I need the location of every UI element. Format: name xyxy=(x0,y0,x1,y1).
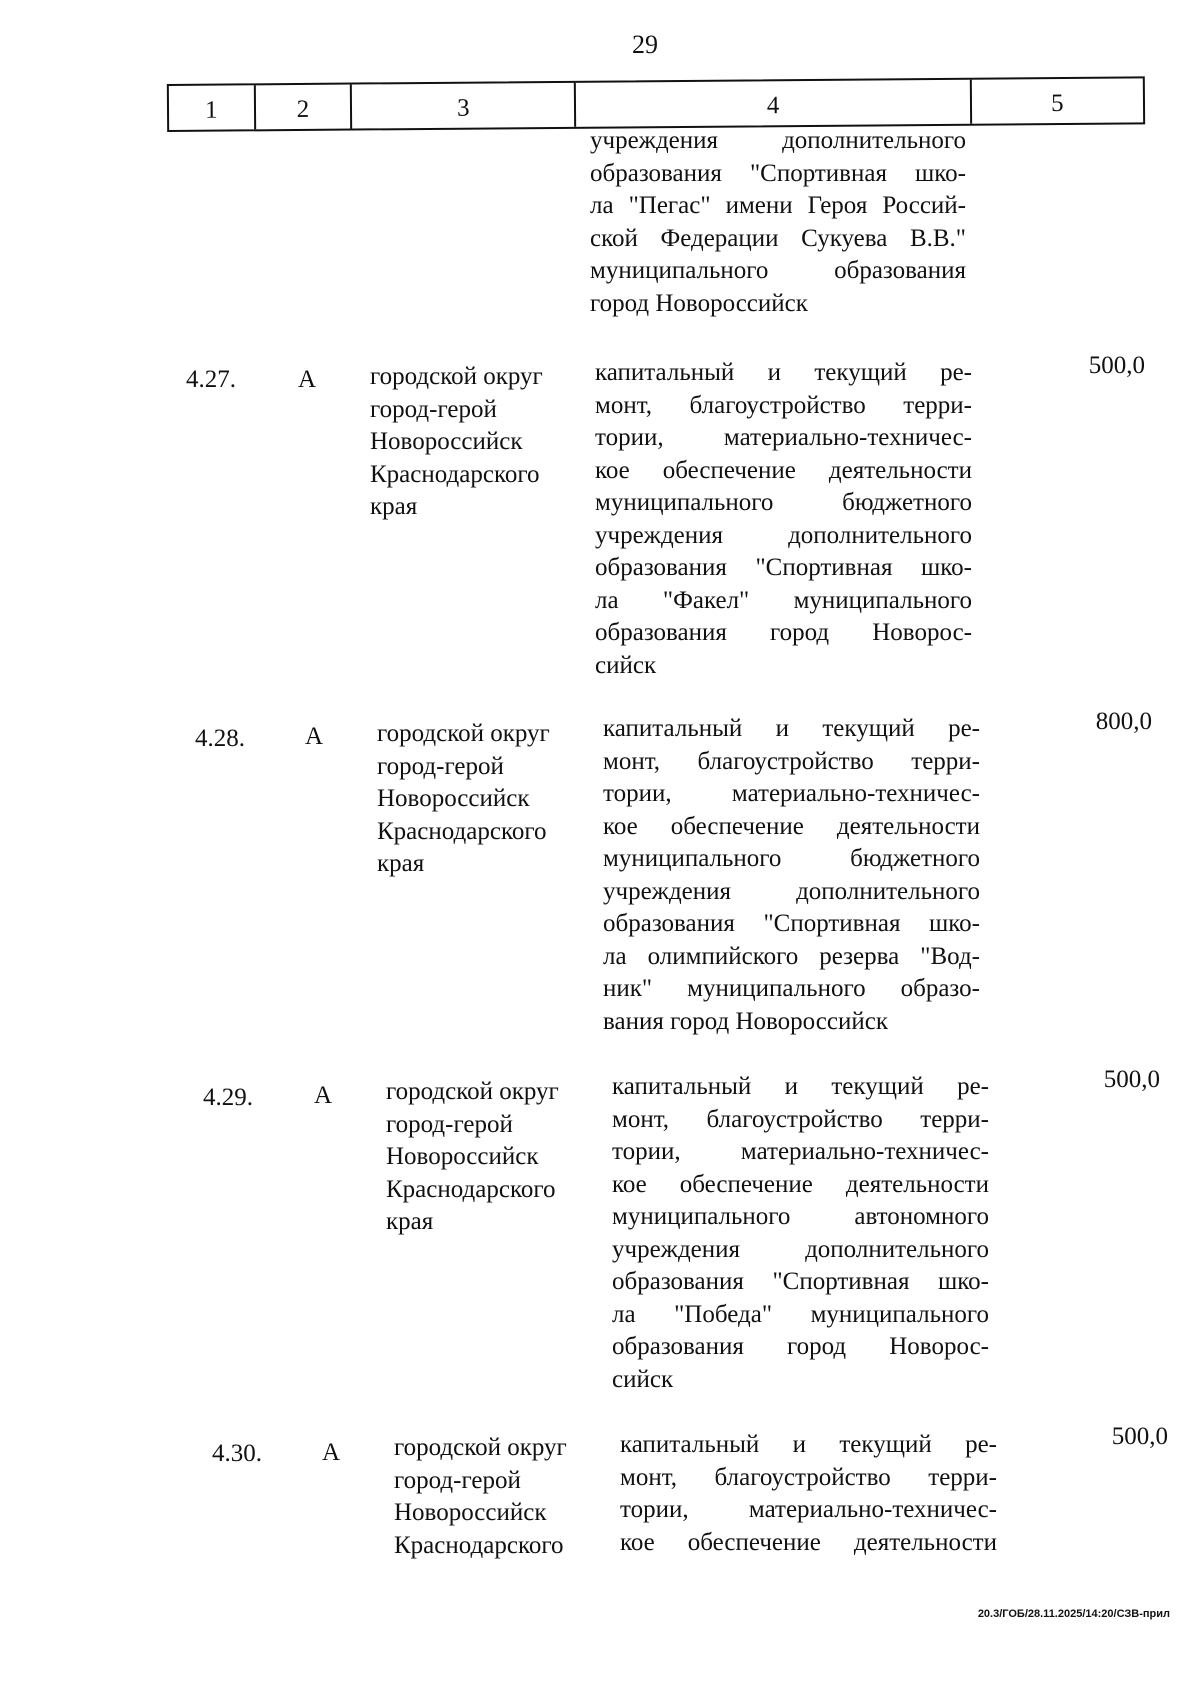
row-description xyxy=(603,713,980,1038)
description-line: капитальный и текущий ре- xyxy=(620,1431,997,1458)
description-line: учреждения дополнительного xyxy=(603,877,980,905)
territory-line: город-герой xyxy=(394,1466,521,1494)
description-line: капитальный и текущий ре- xyxy=(612,1073,989,1100)
territory-line: Краснодарского xyxy=(394,1531,564,1559)
row-category: А xyxy=(298,366,317,393)
territory-line: края xyxy=(386,1208,434,1235)
description-line: образования город Новорос- xyxy=(595,619,972,646)
territory-line: городской округ xyxy=(377,720,550,747)
row-amount: 500,0 xyxy=(1111,1423,1168,1450)
description-line: монт, благоустройство терри- xyxy=(603,747,980,775)
description-line: ла "Факел" муниципального xyxy=(595,586,972,614)
territory-line: края xyxy=(370,493,418,520)
row-category: А xyxy=(322,1439,341,1466)
header-col-3: 3 xyxy=(352,83,576,129)
row-number: 4.30. xyxy=(212,1440,262,1467)
header-col-2: 2 xyxy=(255,85,352,130)
row-description xyxy=(612,1071,989,1396)
territory-line: Новороссийск xyxy=(394,1499,547,1526)
continuation-line: город Новороссийск xyxy=(590,289,808,317)
description-line: муниципального бюджетного xyxy=(603,845,980,872)
territory-line: город-герой xyxy=(370,395,497,423)
description-line: сийск xyxy=(595,651,657,679)
territory-line: городской округ xyxy=(370,363,543,390)
territory-line: Краснодарского xyxy=(370,460,540,488)
description-line: тории, материально-техничес- xyxy=(595,424,972,451)
territory-line: Краснодарского xyxy=(386,1175,556,1203)
territory-line: город-герой xyxy=(377,752,504,780)
description-line: ла олимпийского резерва "Вод- xyxy=(603,942,980,970)
description-line: тории, материально-техничес- xyxy=(620,1496,997,1523)
territory-line: Новороссийск xyxy=(386,1143,539,1170)
row-territory xyxy=(394,1432,599,1562)
description-line: монт, благоустройство терри- xyxy=(595,391,972,419)
description-line: учреждения дополнительного xyxy=(612,1235,989,1263)
row-territory xyxy=(370,361,575,524)
territory-line: Новороссийск xyxy=(377,785,530,812)
territory-line: город-герой xyxy=(386,1110,513,1138)
header-col-1: 1 xyxy=(169,85,256,130)
row-amount: 500,0 xyxy=(1088,352,1145,379)
continuation-line: учреждения дополнительного xyxy=(590,127,966,154)
description-line: муниципального бюджетного xyxy=(595,489,972,516)
description-line: монт, благоустройство терри- xyxy=(620,1463,997,1491)
header-col-5: 5 xyxy=(1050,89,1064,118)
page-number: 29 xyxy=(632,30,658,59)
description-line: тории, материально-техничес- xyxy=(603,780,980,807)
document-footer-code: 20.3/ГОБ/28.11.2025/14:20/СЗВ-прил xyxy=(977,1608,1170,1620)
continuation-line: муниципального образования xyxy=(590,257,966,284)
description-line: сийск xyxy=(612,1365,674,1393)
description-line: муниципального автономного xyxy=(612,1203,989,1230)
row-territory xyxy=(386,1076,591,1239)
header-col-4: 4 xyxy=(576,80,972,127)
description-line: кое обеспечение деятельности xyxy=(603,812,980,840)
description-line: образования "Спортивная шко- xyxy=(595,554,972,581)
description-line: кое обеспечение деятельности xyxy=(612,1170,989,1198)
row-amount: 800,0 xyxy=(1095,708,1152,735)
continuation-line: образования "Спортивная шко- xyxy=(590,159,966,187)
row-description xyxy=(595,357,972,682)
description-line: ник" муниципального образо- xyxy=(603,975,980,1002)
territory-line: городской округ xyxy=(386,1078,559,1105)
description-line: образования "Спортивная шко- xyxy=(612,1268,989,1295)
row-number: 4.27. xyxy=(186,366,236,393)
continuation-line: ла "Пегас" имени Героя Россий- xyxy=(590,192,966,219)
territory-line: Краснодарского xyxy=(377,817,547,845)
continuation-description xyxy=(590,125,966,320)
description-line: вания город Новороссийск xyxy=(603,1007,888,1035)
row-number: 4.28. xyxy=(195,725,245,752)
description-line: образования город Новорос- xyxy=(612,1333,989,1360)
row-territory xyxy=(377,718,582,881)
description-line: капитальный и текущий ре- xyxy=(595,359,972,386)
territory-line: Новороссийск xyxy=(370,428,523,455)
row-number: 4.29. xyxy=(203,1084,253,1111)
territory-line: городской округ xyxy=(394,1434,567,1461)
row-description xyxy=(620,1429,997,1559)
description-line: учреждения дополнительного xyxy=(595,521,972,549)
description-line: кое обеспечение деятельности xyxy=(620,1528,997,1556)
description-line: кое обеспечение деятельности xyxy=(595,456,972,484)
row-category: А xyxy=(314,1082,333,1109)
description-line: тории, материально-техничес- xyxy=(612,1138,989,1165)
territory-line: края xyxy=(377,850,425,877)
description-line: монт, благоустройство терри- xyxy=(612,1105,989,1133)
description-line: капитальный и текущий ре- xyxy=(603,715,980,742)
row-amount: 500,0 xyxy=(1103,1066,1160,1093)
table-header xyxy=(167,76,1145,132)
description-line: образования "Спортивная шко- xyxy=(603,910,980,937)
continuation-line: ской Федерации Сукуева В.В." xyxy=(590,224,966,252)
row-category: А xyxy=(305,723,324,750)
description-line: ла "Победа" муниципального xyxy=(612,1300,989,1328)
